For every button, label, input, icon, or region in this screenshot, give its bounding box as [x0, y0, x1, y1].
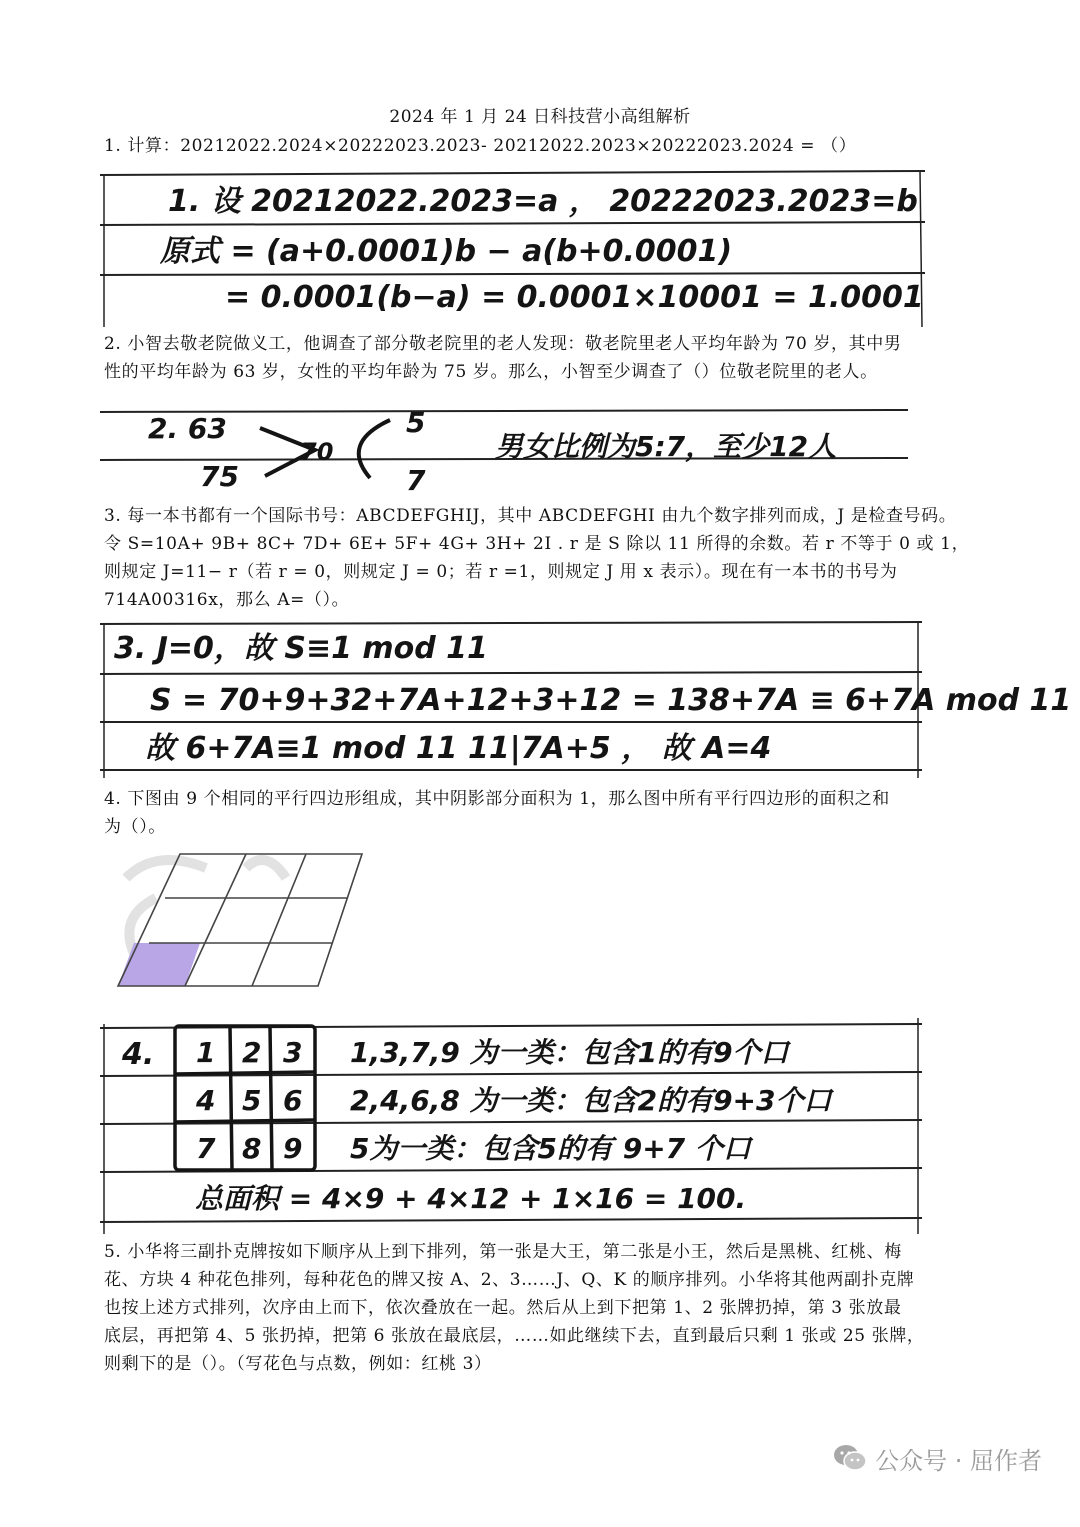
- answer-4-line-2: 2,4,6,8 为一类：包含2的有9+3个口: [350, 1084, 832, 1117]
- question-5-line-2: 花、方块 4 种花色排列，每种花色的牌又按 A、2、3……J、Q、K 的顺序排列。小华将其他两副扑克牌: [104, 1270, 915, 1290]
- question-5: [104, 1238, 984, 1378]
- question-5-line-1: 5. 小华将三副扑克牌按如下顺序从上到下排列，第一张是大王，第二张是小王，然后是黑桃、红桃、梅: [104, 1242, 902, 1262]
- question-5-line-4: 底层，再把第 4、5 张扔掉，把第 6 张放在最底层，……如此继续下去，直到最后只剩 1 张或 25 张牌，: [104, 1326, 925, 1346]
- grid-number: 2: [242, 1036, 262, 1069]
- question-5-line-3: 也按上述方式排列，次序由上而下，依次叠放在一起。然后从上到下把第 1、2 张牌扔掉，第 3 张放最: [104, 1298, 902, 1318]
- answer-4-line-3: 5为一类：包含5的有 9+7 个口: [350, 1132, 751, 1165]
- grid-number: 7: [196, 1132, 216, 1165]
- grid-number: 3: [283, 1036, 303, 1069]
- question-2: [104, 330, 984, 386]
- answer-2-right-top: 5: [406, 406, 426, 439]
- answer-2-left-bottom: 75: [200, 460, 239, 493]
- answer-2-center: 70: [300, 438, 334, 466]
- question-3-line-3: 则规定 J=11− r（若 r = 0，则规定 J = 0；若 r =1，则规定 J 用 x 表示）。现在有一本书的书号为: [104, 562, 898, 582]
- answer-4-label: 4.: [122, 1037, 155, 1072]
- grid-number: 1: [196, 1036, 216, 1069]
- answer-3-line-3: 故 6+7A≡1 mod 11 11|7A+5 ， 故 A=4: [145, 731, 772, 766]
- parallelogram-figure: [96, 838, 396, 1008]
- answer-3-line-2: S = 70+9+32+7A+12+3+12 = 138+7A ≡ 6+7A mod 11: [150, 683, 1072, 718]
- answer-2-conclusion: 男女比例为5:7，至少12人: [495, 430, 837, 463]
- grid-number: 8: [242, 1132, 262, 1165]
- answer-1-line-3: = 0.0001(b−a) = 0.0001×10001 = 1.0001: [225, 280, 924, 315]
- grid-number: 6: [283, 1084, 303, 1117]
- question-4-line-1: 4. 下图由 9 个相同的平行四边形组成，其中阴影部分面积为 1，那么图中所有平行四边形的面积之和: [104, 789, 890, 809]
- question-3: [104, 502, 984, 614]
- answer-1-line-1: 1. 设 20212022.2023=a ， 20222023.2023=b: [168, 184, 918, 219]
- question-4: [104, 785, 984, 841]
- answer-1-line-2: 原式 = (a+0.0001)b − a(b+0.0001): [160, 234, 733, 269]
- wechat-icon: [833, 1443, 867, 1473]
- grid-number: 4: [196, 1084, 216, 1117]
- answer-2-handwritten: [100, 398, 910, 498]
- answer-2-right-bottom: 7: [406, 464, 426, 497]
- question-3-line-4: 714A00316x，那么 A=（）。: [104, 590, 350, 610]
- watermark-text: 公众号 · 屈作者: [875, 1446, 1042, 1475]
- answer-3-handwritten: [100, 618, 1072, 778]
- answer-4-handwritten: [100, 1012, 925, 1234]
- answer-1-handwritten: [100, 167, 925, 327]
- question-2-line-2: 性的平均年龄为 63 岁，女性的平均年龄为 75 岁。那么，小智至少调查了（）位敬老院里的老人。: [104, 362, 878, 382]
- answer-4-number-grid: [195, 1036, 302, 1165]
- question-4-line-2: 为（）。: [104, 817, 166, 837]
- grid-number: 5: [242, 1084, 262, 1117]
- page-title: 2024 年 1 月 24 日科技营小高组解析: [389, 107, 691, 127]
- answer-4-total: 总面积 = 4×9 + 4×12 + 1×16 = 100.: [195, 1182, 747, 1215]
- question-2-line-1: 2. 小智去敬老院做义工，他调查了部分敬老院里的老人发现：敬老院里老人平均年龄为 70 岁，其中男: [104, 334, 902, 354]
- source-watermark: [833, 1438, 1042, 1478]
- question-3-line-1: 3. 每一本书都有一个国际书号：ABCDEFGHIJ，其中 ABCDEFGHI 由九个数字排列而成，J 是检查号码。: [104, 506, 957, 526]
- answer-3-line-1: 3. J=0，故 S≡1 mod 11: [114, 631, 488, 666]
- question-1-line: 1. 计算：20212022.2024×20222023.2023- 20212022.2023×20222023.2024 = （）: [104, 136, 857, 156]
- grid-number: 9: [283, 1132, 303, 1165]
- answer-4-line-1: 1,3,7,9 为一类：包含1的有9个口: [350, 1036, 789, 1069]
- question-5-line-5: 则剩下的是（）。（写花色与点数，例如：红桃 3）: [104, 1354, 492, 1374]
- question-3-line-2: 令 S=10A+ 9B+ 8C+ 7D+ 6E+ 5F+ 4G+ 3H+ 2I . r 是 S 除以 11 所得的余数。若 r 不等于 0 或 1，: [104, 534, 970, 554]
- answer-2-left-top: 2. 63: [148, 412, 227, 445]
- question-1: [104, 132, 984, 160]
